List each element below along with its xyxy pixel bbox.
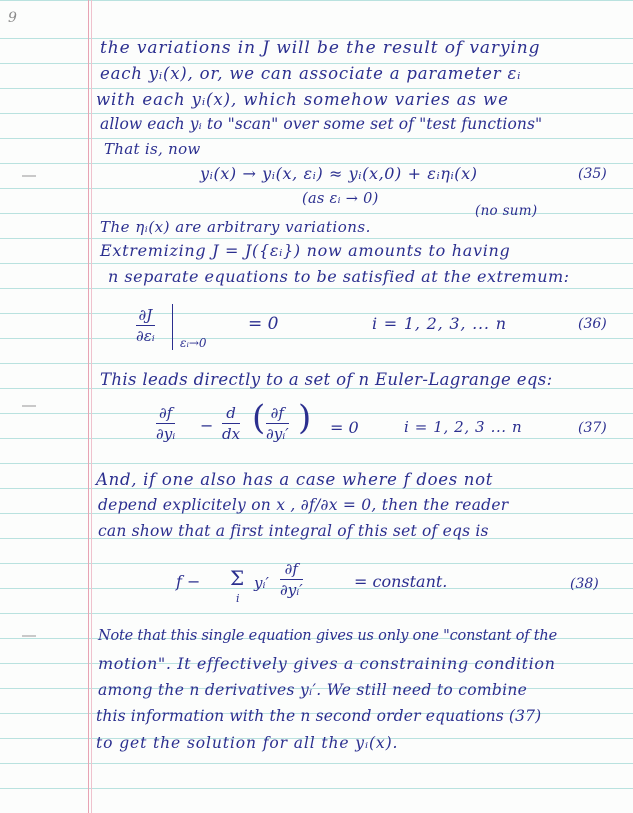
text-line: this information with the n second order equations (37) — [96, 707, 542, 725]
equation-36-fraction — [136, 306, 155, 345]
equation-number: (37) — [578, 420, 607, 436]
text-line: That is, now — [104, 140, 201, 158]
fraction-denominator: ∂εᵢ — [136, 327, 155, 345]
text-line: can show that a first integral of this set of eqs is — [98, 522, 489, 540]
equation-38-fraction — [280, 560, 303, 599]
equation-number: (36) — [578, 316, 607, 332]
minus-sign: − — [200, 416, 214, 435]
fraction-numerator: d — [226, 404, 236, 422]
equation-37-rhs: = 0 — [330, 418, 359, 437]
equation-35-condition: (as εᵢ → 0) — [302, 191, 379, 207]
text-line: allow each yᵢ to "scan" over some set of "test functions" — [100, 115, 543, 133]
fraction-denominator: dx — [222, 425, 241, 443]
fraction-bar — [266, 423, 289, 424]
binder-hole-mark — [22, 405, 36, 407]
equation-36-range: i = 1, 2, 3, ... n — [372, 314, 507, 333]
fraction-numerator: ∂f — [158, 404, 173, 422]
text-line: motion". It effectively gives a constraining condition — [98, 654, 556, 673]
text-line: And, if one also has a case where f does not — [96, 470, 494, 489]
page-number: 9 — [8, 10, 17, 26]
equation-number: (38) — [570, 576, 599, 592]
fraction-numerator: ∂f — [284, 560, 298, 578]
fraction-bar — [280, 579, 303, 580]
text-line: depend explicitely on x , ∂f/∂x = 0, then the reader — [98, 496, 509, 514]
summation-index: i — [236, 592, 240, 605]
equation-37-fraction-2 — [266, 404, 289, 443]
text-line: n separate equations to be satisfied at the extremum: — [108, 267, 570, 286]
text-line: Note that this single equation gives us only one "constant of the — [98, 628, 557, 644]
equation-37-derivative — [222, 404, 240, 443]
equation-37-range: i = 1, 2, 3 ... n — [404, 418, 523, 436]
fraction-bar — [156, 423, 175, 424]
text-line: the variations in J will be the result of varying — [100, 38, 541, 58]
text-line: with each yᵢ(x), which somehow varies as we — [96, 90, 509, 109]
summation-sign: Σ — [230, 566, 245, 590]
margin-line-inner — [91, 0, 92, 813]
text-line: Extremizing J = J({εᵢ}) now amounts to having — [100, 241, 511, 260]
equation-36-rhs: = 0 — [248, 314, 279, 334]
evaluation-subscript: εᵢ→0 — [180, 336, 207, 350]
equation-38-term: yᵢ′ — [254, 574, 269, 592]
equation-number: (35) — [578, 166, 607, 182]
right-paren: ) — [298, 398, 312, 438]
fraction-numerator: ∂J — [138, 306, 153, 324]
binder-hole-mark — [22, 635, 36, 637]
left-paren: ( — [252, 398, 266, 438]
fraction-denominator: ∂yᵢ′ — [266, 425, 289, 443]
equation-35: yᵢ(x) → yᵢ(x, εᵢ) ≈ yᵢ(x,0) + εᵢηᵢ(x) — [200, 164, 478, 183]
fraction-numerator: ∂f — [270, 404, 284, 422]
text-line: The ηᵢ(x) are arbitrary variations. — [100, 218, 371, 236]
fraction-bar — [222, 423, 240, 424]
equation-38-lhs: f − — [176, 572, 201, 591]
text-line: each yᵢ(x), or, we can associate a parameter εᵢ — [100, 64, 522, 83]
text-line: among the n derivatives yᵢ′. We still need to combine — [98, 681, 528, 699]
evaluation-bar — [172, 304, 173, 350]
fraction-denominator: ∂yᵢ — [156, 425, 176, 443]
text-line: This leads directly to a set of n Euler-Lagrange eqs: — [100, 370, 553, 389]
fraction-bar — [136, 325, 155, 326]
equation-35-note: (no sum) — [475, 203, 538, 219]
equation-38-rhs: = constant. — [354, 572, 448, 591]
equation-37-fraction-1 — [156, 404, 175, 443]
text-line: to get the solution for all the yᵢ(x). — [96, 734, 399, 752]
fraction-denominator: ∂yᵢ′ — [280, 581, 303, 599]
binder-hole-mark — [22, 175, 36, 177]
margin-line — [88, 0, 89, 813]
